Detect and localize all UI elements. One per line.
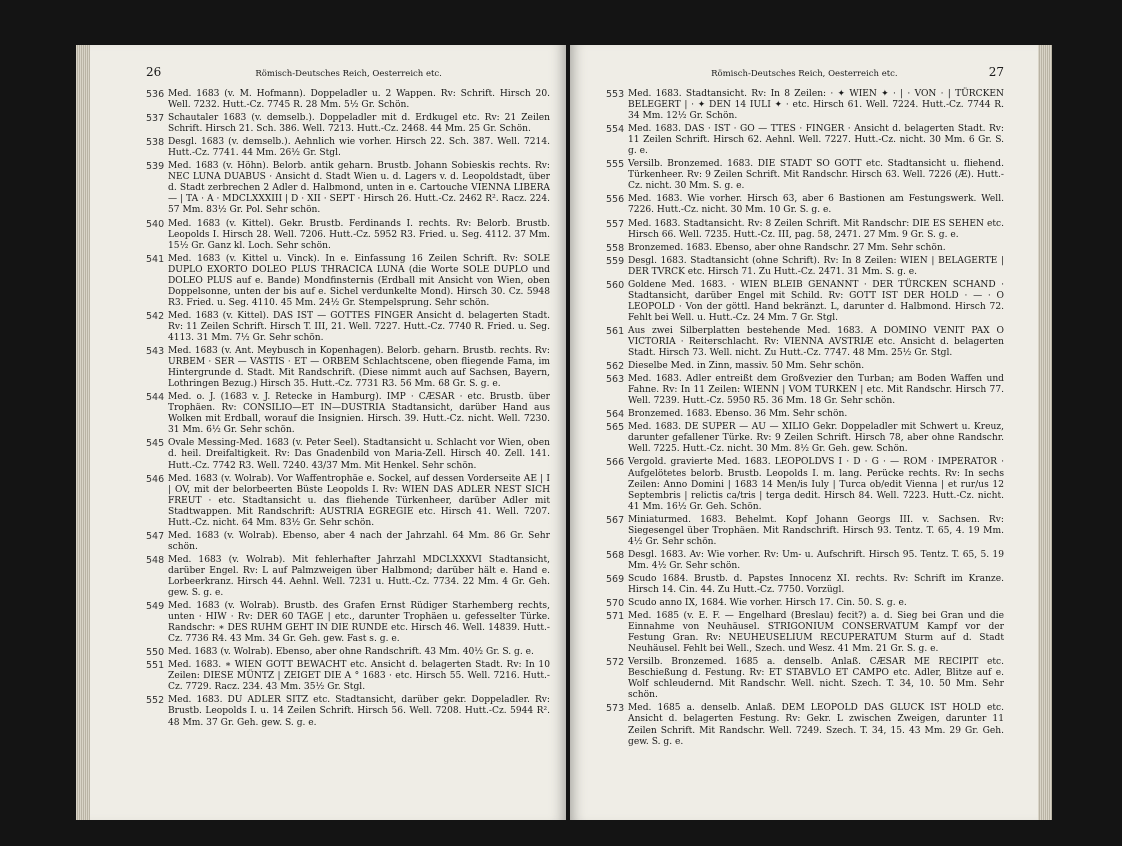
catalog-entry: [146, 137, 550, 159]
catalog-entry: [606, 457, 1004, 512]
entry-text: Miniaturmed. 1683. Behelmt. Kopf Johann Georgs III. v. Sachsen. Rv: Siegesengel über Trophäen. Mit Randschrift. Hirsch 93. Tentz. T. 65, 4. 19 Mm. 4½ Gr. Sehr schön.: [628, 514, 1004, 547]
catalog-entry: [146, 438, 550, 471]
catalog-entry: [606, 703, 1004, 747]
entry-text: Med. 1683 (v. Wolrab). Ebenso, aber 4 nach der Jahrzahl. 64 Mm. 86 Gr. Sehr schön.: [168, 530, 550, 552]
entry-text: Med. 1683. Stadtansicht. Rv: In 8 Zeilen: · ✦ WIEN ✦ · | · VON · | TÜRCKEN BELEGERT | · ✦ DEN 14 IULI ✦ · etc. Hirsch 61. Well. 7224. Hutt.-Cz. 7744 R. 34 Mm. 12½ Gr. Schön.: [628, 89, 1004, 122]
catalog-entry: [146, 647, 550, 658]
entry-number: 567: [606, 514, 625, 526]
catalog-entry: [606, 574, 1004, 596]
entry-number: 559: [606, 255, 625, 267]
entry-number: 551: [146, 660, 165, 672]
entry-number: 561: [606, 325, 625, 337]
catalog-entry: [606, 159, 1004, 192]
entry-text: Med. 1685 (v. E. F. — Engelhard (Breslau) fecit?) a. d. Sieg bei Gran und die Einnahme von Neuhäusel. STRIGONIUM CONSERVATUM Kampf vor der Festung Gran. Rv: NEUHEUSELIUM RECUPERATUM Sturm auf d. Stadt Neuhäusel. Fehlt bei Well., Szech. und Wesz. 41 Mm. 21 Gr. S. g. e.: [628, 611, 1004, 655]
entry-number: 570: [606, 598, 625, 610]
entry-number: 546: [146, 473, 165, 485]
catalog-entry: [146, 346, 550, 390]
left-running-head: [146, 65, 550, 79]
entry-number: 541: [146, 253, 165, 265]
catalog-entry: [146, 219, 550, 252]
entry-text: Med. 1683 (v. Ant. Meybusch in Kopenhagen). Belorb. geharn. Brustb. rechts. Rv: URBEM · SER — VASTIS · ET — ORBEM Schlachtscene, oben fliegende Fama, im Hintergrunde d. Stadt. Mit Randschrift. (Diese nimmt auch auf Sachsen, Bayern, Lothringen Bezug.) Hirsch 35. Hutt.-Cz. 7731 R3. 56 Mm. 68 Gr. S. g. e.: [168, 346, 550, 390]
entry-text: Med. 1683. ∗ WIEN GOTT BEWACHT etc. Ansicht d. belagerten Stadt. Rv: In 10 Zeilen: DIESE MÜNTZ | ZEIGET DIE A ° 1683 · etc. Hirsch 55. Well. 7216. Hutt.-Cz. 7729. Racz. 234. 43 Mm. 35½ Gr. Stgl.: [168, 660, 550, 693]
entry-text: Vergold. gravierte Med. 1683. LEOPOLDVS I · D · G · — ROM · IMPERATOR · Aufgelötetes belorb. Brustb. Leopolds I. m. lang. Perücke rechts. Rv: In sechs Zeilen: Anno Domini | 1683 14 Men/is Iuly | Turca ob/edit Vienna | et rur/us 12 Septembris | relictis ca/tris | terga dedit. Hirsch 84. Well. 7223. Hutt.-Cz. nicht. 41 Mm. 16½ Gr. Geh. Schön.: [628, 457, 1004, 512]
page-edges-left: [76, 45, 90, 820]
catalog-entry: [146, 161, 550, 216]
entry-text: Med. 1683. Wie vorher. Hirsch 63, aber 6 Bastionen am Festungswerk. Well. 7226. Hutt.-Cz. nicht. 30 Mm. 10 Gr. S. g. e.: [628, 194, 1004, 216]
entry-number: 540: [146, 218, 165, 230]
entry-number: 538: [146, 137, 165, 149]
entry-number: 542: [146, 310, 165, 322]
entry-number: 549: [146, 601, 165, 613]
left-page: [90, 45, 566, 820]
entry-text: Scudo anno IX, 1684. Wie vorher. Hirsch 17. Cin. 50. S. g. e.: [628, 598, 907, 609]
catalog-entry: [606, 374, 1004, 407]
entry-text: Dieselbe Med. in Zinn, massiv. 50 Mm. Sehr schön.: [628, 361, 865, 372]
entry-number: 552: [146, 695, 165, 707]
entry-text: Desgl. 1683 (v. demselb.). Aehnlich wie vorher. Hirsch 22. Sch. 387. Well. 7214. Hutt.-Cz. 7741. 44 Mm. 26½ Gr. Stgl.: [168, 137, 550, 159]
entry-text: Med. 1683 (v. M. Hofmann). Doppeladler u. 2 Wappen. Rv: Schrift. Hirsch 20. Well. 7232. Hutt.-Cz. 7745 R. 28 Mm. 5½ Gr. Schön.: [168, 89, 550, 111]
entry-number: 560: [606, 279, 625, 291]
entry-text: Med. 1683. Adler entreißt dem Großvezier den Turban; am Boden Waffen und Fahne. Rv: In 11 Zeilen: WIENN | VOM TURKEN | etc. Mit Randschr. Hirsch 77. Well. 7239. Hutt.-Cz. 5950 R5. 36 Mm. 18 Gr. Sehr schön.: [628, 374, 1004, 407]
entry-number: 557: [606, 218, 625, 230]
right-header-title: Römisch-Deutsches Reich, Oesterreich etc.: [711, 69, 898, 79]
catalog-entry: [146, 660, 550, 693]
left-entry-list: [146, 89, 550, 729]
entry-text: Med. 1683 (v. Kittel u. Vinck). In e. Einfassung 16 Zeilen Schrift. Rv: SOLE DUPLO EXORTO DOLEO PLUS THRACICA LUNA (die Worte SOLE DUPLO und DOLEO PLUS auf e. Bande) Mondfinsternis (Erdball mit Ansicht von Wien, oben Doppelsonne, unten der bis auf e. Sichel verdunkelte Mond). Hirsch 30. Cz. 5948 R3. Fried. u. Seg. 4110. 45 Mm. 24½ Gr. Stempelsprung. Sehr schön.: [168, 253, 550, 308]
catalog-entry: [606, 657, 1004, 701]
entry-text: Med. 1683 (v. Kittel). DAS IST — GOTTES FINGER Ansicht d. belagerten Stadt. Rv: 11 Zeilen Schrift. Hirsch T. III, 21. Well. 7227. Hutt.-Cz. 7740 R. Fried. u. Seg. 4113. 31 Mm. 7½ Gr. Sehr schön.: [168, 310, 550, 343]
catalog-entry: [606, 280, 1004, 324]
catalog-entry: [146, 311, 550, 344]
catalog-entry: [146, 555, 550, 599]
entry-text: Med. o. J. (1683 v. J. Retecke in Hamburg). IMP · CÆSAR · etc. Brustb. über Trophäen. Rv: CONSILIO—ET IN—DUSTRIA Stadtansicht, darüber Hand aus Wolken mit Erdball, worauf die Insignien. Hirsch. 39. Hutt.-Cz. nicht. Well. 7230. 31 Mm. 6½ Gr. Sehr schön.: [168, 392, 550, 436]
entry-text: Ovale Messing-Med. 1683 (v. Peter Seel). Stadtansicht u. Schlacht vor Wien, oben d. heil. Dreifaltigkeit. Rv: Das Gnadenbild von Maria-Zell. Hirsch 40. Zell. 141. Hutt.-Cz. 7742 R3. Well. 7240. 43/37 Mm. Mit Henkel. Sehr schön.: [168, 438, 550, 471]
entry-number: 566: [606, 457, 625, 469]
entry-text: Med. 1683 (v. Wolrab). Mit fehlerhafter Jahrzahl MDCLXXXVI Stadtansicht, darüber Engel. Rv: L auf Palmzweigen über Halbmond; darüber hält e. Hand e. Lorbeerkranz. Hirsch 44. Aehnl. Well. 7231 u. Hutt.-Cz. 7734. 22 Mm. 4 Gr. Geh. gew. S. g. e.: [168, 554, 550, 599]
entry-number: 548: [146, 554, 165, 566]
right-running-head: [606, 65, 1004, 79]
entry-text: Med. 1683. DAS · IST · GO — TTES · FINGER · Ansicht d. belagerten Stadt. Rv: 11 Zeilen Schrift. Hirsch 62. Aehnl. Well. 7227. Hutt.-Cz. nicht. 30 Mm. 6 Gr. S. g. e.: [628, 124, 1004, 157]
entry-text: Med. 1683. DU ADLER SITZ etc. Stadtansicht, darüber gekr. Doppeladler. Rv: Brustb. Leopolds I. u. 14 Zeilen Schrift. Hirsch 56. Well. 7208. Hutt.-Cz. 5944 R². 48 Mm. 37 Gr. Geh. gew. S. g. e.: [168, 695, 550, 728]
catalog-entry: [606, 422, 1004, 455]
catalog-entry: [606, 409, 1004, 420]
catalog-entry: [146, 531, 550, 553]
catalog-entry: [146, 474, 550, 529]
catalog-entry: [606, 124, 1004, 157]
catalog-entry: [606, 243, 1004, 254]
entry-number: 553: [606, 89, 625, 100]
catalog-entry: [606, 326, 1004, 359]
entry-text: Med. 1683. DE SUPER — AU — XILIO Gekr. Doppeladler mit Schwert u. Kreuz, darunter gefallener Türke. Rv: 9 Zeilen Schrift. Hirsch 78, aber ohne Randschr. Well. 7225. Hutt.-Cz. nicht. 30 Mm. 8½ Gr. Geh. gew. Schön.: [628, 422, 1004, 455]
entry-number: 550: [146, 647, 165, 659]
catalog-entry: [606, 515, 1004, 548]
entry-text: Versilb. Bronzemed. 1683. DIE STADT SO GOTT etc. Stadtansicht u. fliehend. Türkenheer. Rv: 9 Zeilen Schrift. Mit Randschr. Hirsch 63. Well. 7226 (Æ). Hutt.-Cz. nicht. 30 Mm. S. g. e.: [628, 159, 1004, 192]
entry-number: 545: [146, 438, 165, 450]
catalog-entry: [146, 392, 550, 436]
entry-number: 554: [606, 124, 625, 136]
entry-number: 564: [606, 409, 625, 421]
entry-text: Bronzemed. 1683. Ebenso. 36 Mm. Sehr schön.: [628, 409, 848, 420]
entry-text: Desgl. 1683. Stadtansicht (ohne Schrift). Rv: In 8 Zeilen: WIEN | BELAGERTE | DER TVRCK etc. Hirsch 71. Zu Hutt.-Cz. 2471. 31 Mm. S. g. e.: [628, 255, 1004, 277]
entry-number: 558: [606, 242, 625, 254]
entry-text: Scudo 1684. Brustb. d. Papstes Innocenz XI. rechts. Rv: Schrift im Kranze. Hirsch 14. Cin. 44. Zu Hutt.-Cz. 7750. Vorzügl.: [628, 573, 1004, 595]
entry-number: 555: [606, 159, 625, 171]
catalog-entry: [606, 194, 1004, 216]
page-edges-right: [1038, 45, 1052, 820]
entry-number: 563: [606, 374, 625, 386]
entry-text: Med. 1683 (v. Kittel). Gekr. Brustb. Ferdinands I. rechts. Rv: Belorb. Brustb. Leopolds I. Hirsch 28. Well. 7206. Hutt.-Cz. 5952 R3. Fried. u. Seg. 4112. 37 Mm. 15½ Gr. Ganz kl. Loch. Sehr schön.: [168, 218, 550, 251]
right-entry-list: [606, 89, 1004, 748]
catalog-entry: [146, 89, 550, 111]
entry-number: 544: [146, 392, 165, 404]
entry-text: Bronzemed. 1683. Ebenso, aber ohne Randschr. 27 Mm. Sehr schön.: [628, 242, 946, 253]
catalog-entry: [606, 256, 1004, 278]
catalog-entry: [606, 89, 1004, 122]
entry-number: 556: [606, 194, 625, 206]
catalog-entry: [606, 611, 1004, 655]
entry-number: 568: [606, 549, 625, 561]
entry-number: 569: [606, 573, 625, 585]
entry-number: 573: [606, 703, 625, 715]
entry-number: 547: [146, 530, 165, 542]
entry-number: 562: [606, 361, 625, 373]
right-page-number: 27: [988, 65, 1004, 79]
catalog-entry: [606, 550, 1004, 572]
entry-text: Goldene Med. 1683. · WIEN BLEIB GENANNT · DER TÜRCKEN SCHAND · Stadtansicht, darüber Engel mit Schild. Rv: GOTT IST DER HOLD · — · O LEOPOLD · Von der göttl. Hand bekränzt. L, darunter d. Halbmond. Hirsch 72. Fehlt bei Well. u. Hutt.-Cz. 24 Mm. 7 Gr. Stgl.: [628, 279, 1004, 323]
entry-number: 572: [606, 657, 625, 669]
right-page: [570, 45, 1038, 820]
entry-text: Med. 1683 (v. Höhn). Belorb. antik geharn. Brustb. Johann Sobieskis rechts. Rv: NEC LUNA DUABUS · Ansicht d. Stadt Wien u. d. Lagers v. d. Leopoldstadt, über d. Stadt zerbrechen 2 Adler d. Halbmond, unten in e. Cartouche VIENNA LIBERA — | TA · A · MDCLXXXIII | D · XII · SEPT · Hirsch 26. Hutt.-Cz. 2462 R². Racz. 224. 57 Mm. 83½ Gr. Pol. Sehr schön.: [168, 161, 550, 216]
entry-number: 537: [146, 113, 165, 125]
catalog-entry: [606, 219, 1004, 241]
entry-text: Med. 1683. Stadtansicht. Rv: 8 Zeilen Schrift. Mit Randschr: DIE ES SEHEN etc. Hirsch 66. Well. 7235. Hutt.-Cz. III, pag. 58, 2471. 27 Mm. 9 Gr. S. g. e.: [628, 218, 1004, 240]
catalog-entry: [146, 695, 550, 728]
entry-text: Desgl. 1683. Av: Wie vorher. Rv: Um- u. Aufschrift. Hirsch 95. Tentz. T. 65, 5. 19 Mm. 4½ Gr. Sehr schön.: [628, 549, 1004, 571]
catalog-entry: [146, 254, 550, 309]
entry-text: Med. 1683 (v. Wolrab). Brustb. des Grafen Ernst Rüdiger Starhemberg rechts, unten · HIW · Rv: DER 60 TAGE | etc., darunter Trophäen u. gefesselter Türke. Randschr: ∗ DES RUHM GEHT IN DIE RUNDE etc. Hirsch 46. Well. 14839. Hutt.-Cz. 7736 R4. 43 Mm. 34 Gr. Geh. gew. Fast s. g. e.: [168, 601, 550, 645]
catalog-entry: [146, 601, 550, 645]
entry-text: Med. 1683 (v. Wolrab). Ebenso, aber ohne Randschrift. 43 Mm. 40½ Gr. S. g. e.: [168, 647, 534, 658]
entry-text: Med. 1685 a. denselb. Anlaß. DEM LEOPOLD DAS GLUCK IST HOLD etc. Ansicht d. belagerten Festung. Rv: Gekr. L zwischen Zweigen, darunter 11 Zeilen Schrift. Mit Randschr. Well. 7249. Szech. T. 34, 15. 43 Mm. 29 Gr. Geh. gew. S. g. e.: [628, 703, 1004, 747]
left-page-number: 26: [146, 65, 162, 79]
entry-text: Med. 1683 (v. Wolrab). Vor Waffentrophäe e. Sockel, auf dessen Vorderseite AE | I | OV, mit der belorbeerten Büste Leopolds I. Rv: WIEN DAS ADLER NEST SICH FREUT · etc. Stadtansicht u. das fliehende Türkenheer, darüber Adler mit Stadtwappen. Mit Randschrift: AUSTRIA EGREGIE etc. Hirsch 41. Well. 7207. Hutt.-Cz. nicht. 64 Mm. 83½ Gr. Sehr schön.: [168, 473, 550, 528]
entry-number: 565: [606, 422, 625, 434]
entry-number: 536: [146, 89, 165, 100]
entry-text: Schautaler 1683 (v. demselb.). Doppeladler mit d. Erdkugel etc. Rv: 21 Zeilen Schrift. Hirsch 21. Sch. 386. Well. 7213. Hutt.-Cz. 2468. 44 Mm. 25 Gr. Schön.: [168, 113, 550, 135]
catalog-entry: [146, 113, 550, 135]
catalog-entry: [606, 598, 1004, 609]
entry-number: 539: [146, 161, 165, 173]
entry-text: Aus zwei Silberplatten bestehende Med. 1683. A DOMINO VENIT PAX O VICTORIA · Reiterschlacht. Rv: VIENNA AVSTRIÆ etc. Ansicht d. belagerten Stadt. Hirsch 73. Well. nicht. Zu Hutt.-Cz. 7747. 48 Mm. 25½ Gr. Stgl.: [628, 325, 1004, 359]
left-header-title: Römisch-Deutsches Reich, Oesterreich etc.: [255, 69, 442, 79]
entry-text: Versilb. Bronzemed. 1685 a. denselb. Anlaß. CÆSAR ME RECIPIT etc. Beschießung d. Festung. Rv: ET STABVLO ET CAMPO etc. Adler, Blitze auf e. Wolf schleudernd. Mit Randschr. Well. nicht. Szech. T. 34, 10. 50 Mm. Sehr schön.: [628, 657, 1004, 701]
entry-number: 543: [146, 346, 165, 358]
entry-number: 571: [606, 611, 625, 623]
catalog-entry: [606, 361, 1004, 372]
